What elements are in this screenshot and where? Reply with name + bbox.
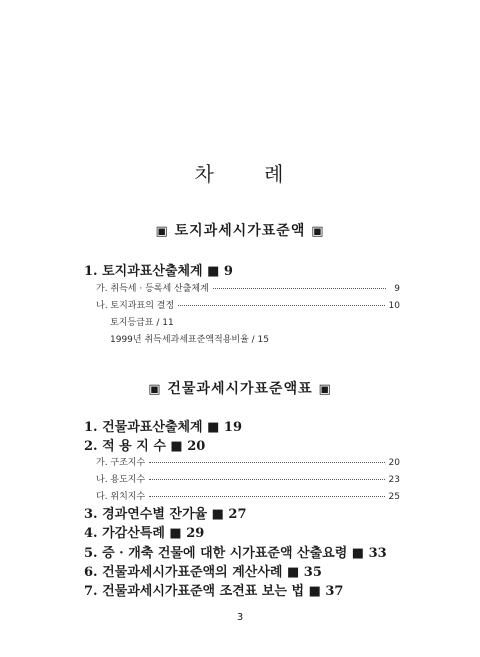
section-marker: ▣ [318,382,332,397]
toc-page-number: 20 [388,458,400,468]
toc-subitem-label: 가. 취득세 · 등록세 산출체계 [96,284,209,294]
section-title: 토지과세시가표준액 [174,223,306,239]
section-title: 건물과세시가표준액표 [167,381,313,397]
toc-page-number: 25 [388,492,400,502]
page-title: 차 례 [194,162,306,186]
toc-item[interactable]: 1. 토지과표산출체계 ■ 9 [84,264,233,279]
toc-note: 1999년 취득세과세표준액적용비율 / 15 [110,335,269,345]
leader-dots [149,462,384,463]
toc-item[interactable]: 2. 적 용 지 수 ■ 20 [84,439,206,454]
toc-item[interactable]: 1. 건물과표산출체계 ■ 19 [84,420,242,435]
toc-subitem[interactable] [96,281,400,294]
toc-subitem-label: 다. 위치지수 [96,492,146,502]
section-marker: ▣ [155,224,169,239]
section-heading-land [0,220,480,240]
toc-subitem[interactable] [96,455,400,468]
toc-page-number: 23 [388,475,400,485]
section-marker: ▣ [148,382,162,397]
toc-item[interactable]: 3. 경과연수별 잔가율 ■ 27 [84,507,247,522]
toc-item[interactable]: 5. 증 · 개축 건물에 대한 시가표준액 산출요령 ■ 33 [84,546,387,561]
toc-item[interactable]: 4. 가감산특례 ■ 29 [84,526,205,541]
leader-dots [149,496,384,497]
leader-dots [178,305,384,306]
toc-subitem-label: 나. 토지과표의 결정 [96,301,175,311]
section-heading-building [0,378,480,398]
leader-dots [149,479,384,480]
toc-subitem[interactable] [96,298,400,311]
leader-dots [213,288,386,289]
toc-page-number: 9 [394,284,400,294]
toc-subitem-label: 가. 구조지수 [96,458,146,468]
toc-item[interactable]: 7. 건물과세시가표준액 조견표 보는 법 ■ 37 [84,584,344,599]
toc-page-number: 10 [388,301,400,311]
section-marker: ▣ [311,224,325,239]
toc-subitem[interactable] [96,472,400,485]
toc-subitem[interactable] [96,489,400,502]
toc-subitem-label: 나. 용도지수 [96,475,146,485]
toc-note: 토지등급표 / 11 [110,318,174,328]
page-number: 3 [236,612,244,623]
toc-item[interactable]: 6. 건물과세시가표준액의 계산사례 ■ 35 [84,565,322,580]
